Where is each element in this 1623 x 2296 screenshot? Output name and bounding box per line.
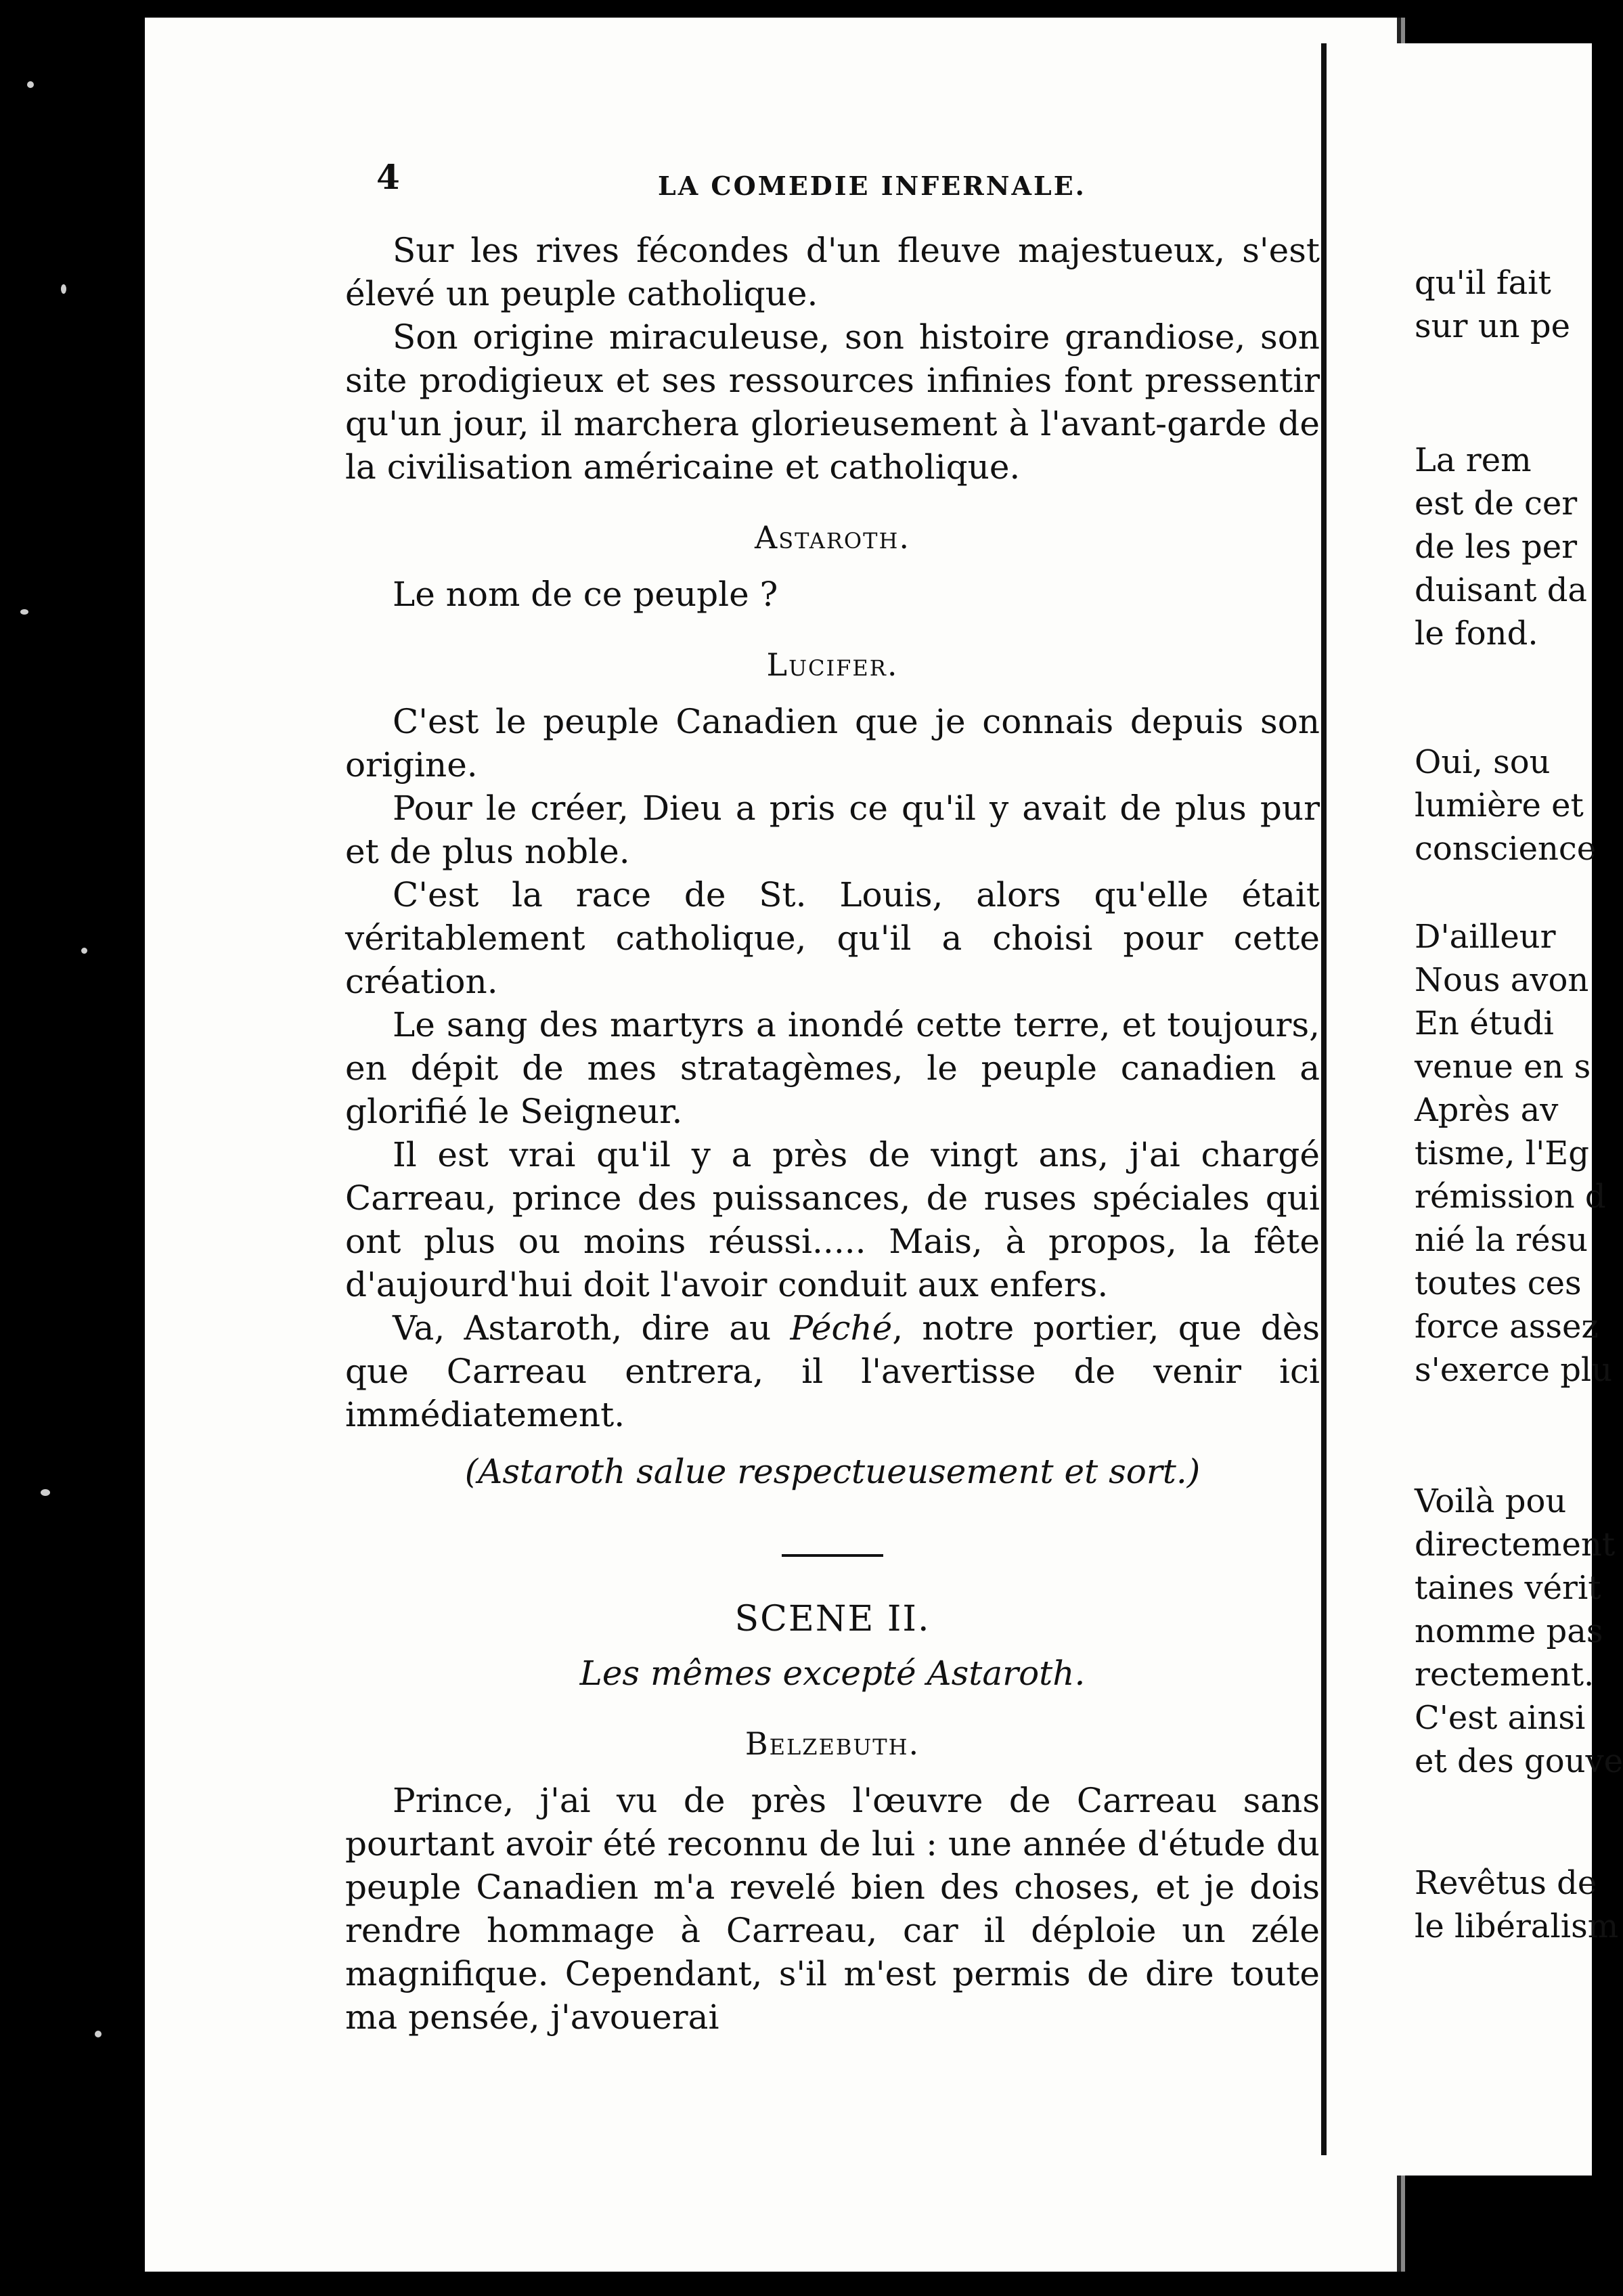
section-divider [782, 1554, 883, 1557]
right-line: sur un pe [1415, 307, 1570, 345]
scene-title: SCENE II. [734, 1599, 931, 1639]
paragraph: Le nom de ce peuple ? [393, 575, 778, 614]
paragraph: Le sang des martyrs a inondé cette terre, et toujours, en dépit de mes stratagèmes, le peuple canadien a glorifié le Seigneur. [345, 1005, 1320, 1131]
right-line: de les per [1415, 528, 1578, 566]
paragraph: C'est la race de St. Louis, alors qu'elle était véritablement catholique, qu'il a choisi pour cette création. [345, 875, 1320, 1001]
emphasis-text: Péché [790, 1308, 893, 1348]
right-line: nié la résu [1415, 1221, 1588, 1259]
right-line: rémission d [1415, 1178, 1606, 1216]
right-line: qu'il fait [1415, 264, 1551, 302]
right-line: directement [1415, 1526, 1616, 1564]
right-line: taines vérit [1415, 1569, 1601, 1607]
right-line: force assez [1415, 1308, 1599, 1346]
right-line: lumière et [1415, 787, 1584, 824]
right-line: rectement. [1415, 1656, 1595, 1694]
right-line: Voilà pou [1415, 1482, 1567, 1520]
paragraph-text: Va, Astaroth, dire au [393, 1308, 791, 1348]
paragraph [345, 1306, 1320, 1436]
right-line: La rem [1415, 441, 1532, 479]
right-line: duisant da [1415, 571, 1588, 609]
running-head-text: LA COMEDIE INFERNALE. [658, 171, 1086, 201]
right-line: le fond. [1415, 615, 1538, 653]
right-line: C'est ainsi [1415, 1699, 1586, 1737]
right-line: s'exerce plu [1415, 1351, 1613, 1389]
left-page-text [345, 229, 1320, 2039]
speaker-name: Lucifer. [766, 646, 899, 683]
scan-speck [95, 2031, 102, 2037]
right-line: et des gouve [1415, 1742, 1623, 1780]
scan-speck [41, 1489, 50, 1496]
scene-subtitle: Les mêmes excepté Astaroth. [579, 1654, 1086, 1693]
paragraph: Prince, j'ai vu de près l'œuvre de Carreau sans pourtant avoir été reconnu de lui : une année d'étude du peuple Canadien m'a revelé bien des choses, et je dois rendre hommage à Carreau, car il déploie un zéle magnifique. Cependant, s'il m'est permis de dire toute ma pensée, j'avouerai [345, 1781, 1320, 2037]
right-line: toutes ces [1415, 1264, 1582, 1302]
right-line: le libéralism [1415, 1907, 1619, 1945]
page-gutter [1321, 43, 1327, 2155]
right-line: nomme pas [1415, 1612, 1603, 1650]
speaker-name: Astaroth. [754, 519, 911, 556]
speaker-name: Belzebuth. [744, 1725, 920, 1762]
right-line: D'ailleur [1415, 918, 1556, 956]
paragraph-text: , notre portier, que dès que Carreau entrera, il l'avertisse de venir ici immédiatement. [345, 1308, 1320, 1434]
right-line: est de cer [1415, 485, 1578, 523]
right-line: En étudi [1415, 1005, 1554, 1042]
right-line: Nous avon [1415, 961, 1589, 999]
scan-speck [20, 609, 28, 615]
scan-speck [81, 948, 87, 954]
paragraph: Son origine miraculeuse, son histoire grandiose, son site prodigieux et ses ressources infinies font pressentir qu'un jour, il marchera glorieusement à l'avant-garde de la civilisation américaine et catholique. [345, 317, 1320, 487]
right-line: Revêtus de [1415, 1864, 1597, 1902]
paragraph: Sur les rives fécondes d'un fleuve majestueux, s'est élevé un peuple catholique. [345, 231, 1320, 313]
right-line: Après av [1415, 1091, 1559, 1129]
scan-speck [61, 284, 66, 294]
page-number: 4 [376, 157, 400, 197]
paragraph: Il est vrai qu'il y a près de vingt ans, j'ai chargé Carreau, prince des puissances, de ruses spéciales qui ont plus ou moins réussi..... Mais, à propos, la fête d'aujourd'hui doit l'avoir conduit aux enfers. [345, 1135, 1320, 1304]
scan-speck [27, 81, 34, 88]
paragraph: Pour le créer, Dieu a pris ce qu'il y avait de plus pur et de plus noble. [345, 789, 1320, 871]
right-line: venue en s [1415, 1048, 1591, 1086]
right-line: tisme, l'Eg [1415, 1134, 1590, 1172]
running-head [658, 171, 1619, 201]
paragraph: C'est le peuple Canadien que je connais depuis son origine. [345, 702, 1320, 785]
right-line: conscience [1415, 830, 1597, 868]
right-line: Oui, sou [1415, 743, 1551, 781]
stage-direction: (Astaroth salue respectueusement et sort.) [464, 1452, 1201, 1491]
